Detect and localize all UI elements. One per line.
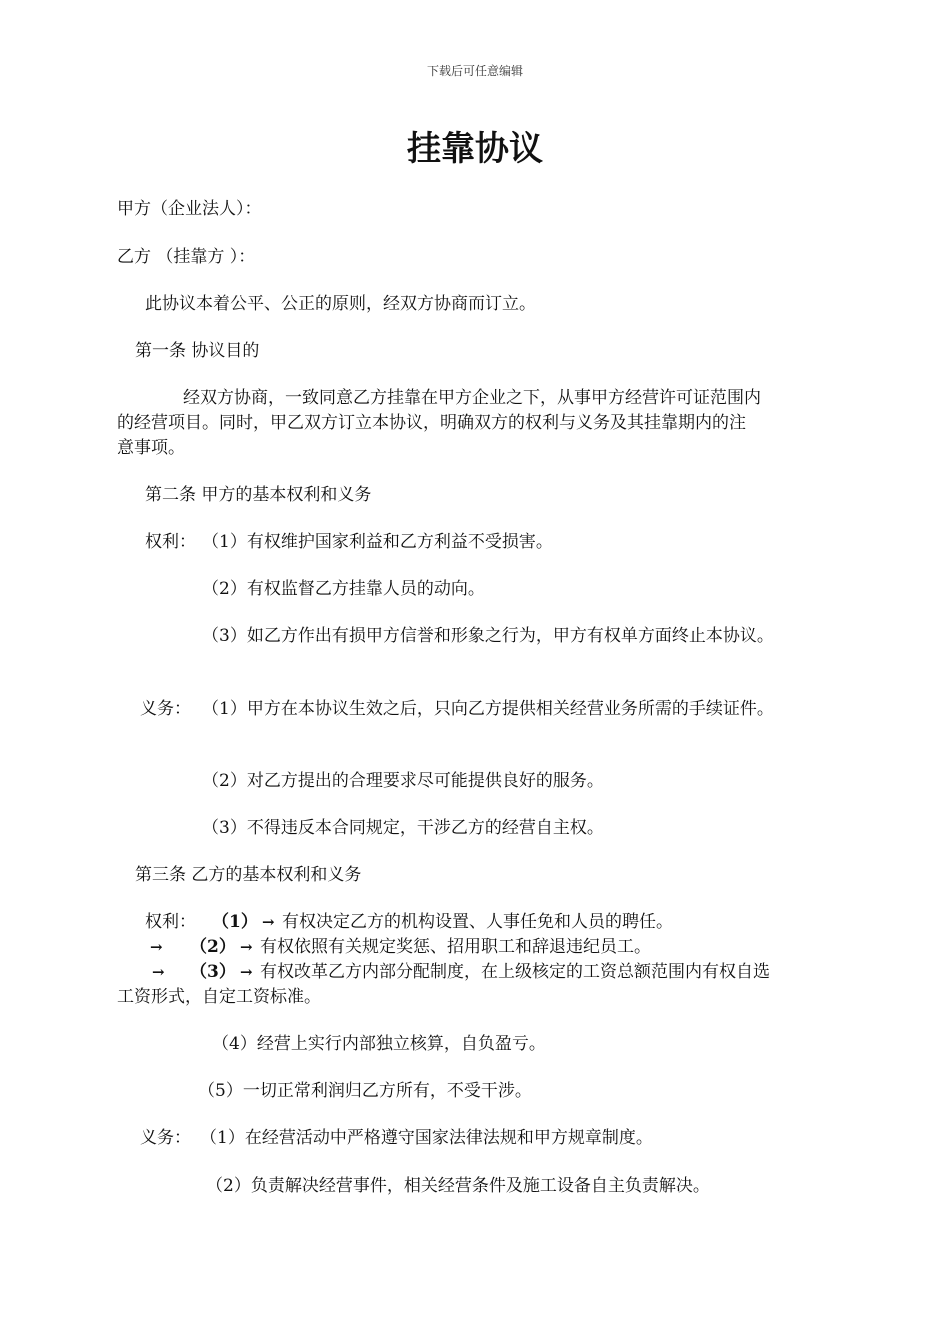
list-item: （1）有权维护国家利益和乙方利益不受损害。: [202, 532, 553, 552]
list-item: 有权改革乙方内部分配制度，在上级核定的工资总额范围内有权自选: [260, 962, 770, 982]
preamble: 此协议本着公平、公正的原则，经双方协商而订立。: [145, 294, 536, 314]
list-item: 有权依照有关规定奖惩、招用职工和辞退违纪员工。: [260, 937, 651, 957]
page-header: 下载后可任意编辑: [426, 64, 523, 78]
arrow-icon: →: [240, 938, 253, 956]
article-1-heading: 第一条 协议目的: [135, 341, 260, 361]
list-item: （2）有权监督乙方挂靠人员的动向。: [202, 579, 485, 599]
list-number: （3）: [190, 962, 236, 982]
duties-label: 义务：: [140, 1128, 191, 1148]
list-number: （2）: [190, 937, 236, 957]
list-item: （4）经营上实行内部独立核算，自负盈亏。: [212, 1034, 546, 1054]
arrow-icon: →: [150, 938, 163, 956]
list-item: （3）不得违反本合同规定，干涉乙方的经营自主权。: [202, 818, 604, 838]
article-1-line: 意事项。: [117, 438, 185, 458]
list-item: （1）在经营活动中严格遵守国家法律法规和甲方规章制度。: [200, 1128, 653, 1148]
party-a-line: 甲方（企业法人）：: [117, 199, 262, 219]
list-item: （2）负责解决经营事件，相关经营条件及施工设备自主负责解决。: [206, 1176, 710, 1196]
article-1-line: 的经营项目。同时，甲乙双方订立本协议，明确双方的权利与义务及其挂靠期内的注: [117, 413, 746, 433]
list-item-continuation: 工资形式，自定工资标准。: [117, 987, 321, 1007]
list-number: （1）: [212, 912, 258, 932]
rights-label: 权利：: [145, 912, 196, 932]
list-item: （3）如乙方作出有损甲方信誉和形象之行为，甲方有权单方面终止本协议。: [202, 626, 774, 646]
list-item: （2）对乙方提出的合理要求尽可能提供良好的服务。: [202, 771, 604, 791]
article-2-heading: 第二条 甲方的基本权利和义务: [145, 485, 372, 505]
list-item: 有权决定乙方的机构设置、人事任免和人员的聘任。: [282, 912, 673, 932]
arrow-icon: →: [152, 963, 165, 981]
list-item: （5）一切正常利润归乙方所有，不受干涉。: [198, 1081, 532, 1101]
arrow-icon: →: [240, 963, 253, 981]
duties-label: 义务：: [140, 699, 191, 719]
party-b-line: 乙方 （挂靠方 ）：: [117, 247, 256, 267]
document-title: 挂靠协议: [407, 129, 543, 169]
article-3-heading: 第三条 乙方的基本权利和义务: [135, 865, 362, 885]
arrow-icon: →: [262, 913, 275, 931]
article-1-line: 经双方协商，一致同意乙方挂靠在甲方企业之下，从事甲方经营许可证范围内: [183, 388, 761, 408]
rights-label: 权利：: [145, 532, 196, 552]
list-item: （1）甲方在本协议生效之后，只向乙方提供相关经营业务所需的手续证件。: [202, 699, 774, 719]
